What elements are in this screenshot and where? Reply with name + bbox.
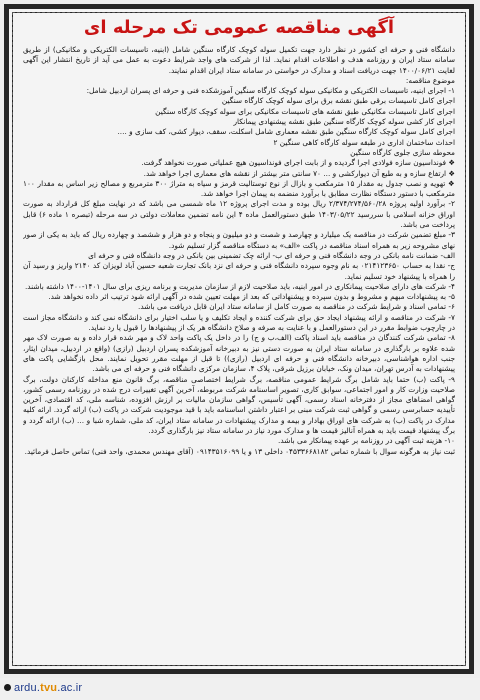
notice-paragraph: موضوع مناقصه:	[405, 75, 455, 85]
notice-paragraph: ۳- مبلغ تضمین شرکت در مناقصه یک میلیارد و چهارصد و شصت و دو میلیون و پنجاه و دو هزار و ششصد و چهارده ریال که باید به یکی از صور نهای مشروحه زیر به همراه اسناد مناقصه در پاکت «الف» به دستگاه مناقصه گزار تسلیم شود.	[23, 230, 455, 250]
notice-paragraph: احداث ساختمان اداری در طبقه سوله کارگاه کاهی سنگین ۲	[273, 137, 455, 147]
notice-paragraph: ۹- پاکت (ب) حتما باید شامل برگ شرایط عمومی مناقصه، برگ شرایط اختصاصی مناقصه، برگ قانون منع مداخله کارکنان دولت، برگ صلاحیت وزارت کار و امور اجتماعی، سوابق کاری، تصویر اساسنامه شرکت مربوطه، آخرین آگهی تغییرات درج شده در روزنامه رسمی کشور، گواهی امضاهای مجاز از دفترخانه اسناد رسمی، آگهی تأسیس، گواهی سازمان مالیات بر ارزش افزوده، شناسه ملی، کد اقتصادی، آخرین تأییدیه حسابرسی رسمی و گواهی ثبت شرکت مبنی بر اعتبار داشتن اساسنامه باید با قید موجودیت شرکت در پاکت (ب) ارائه گردد. ارائه کلیه مدارک در پاکت (ب) به شرکت های اوراق بهادار و بیمه و مدارک پیشنهادات در سامانه ستاد ایران، کد ملی، شماره شبا و ... (ب) ارائه گردد و برگ پیشنهاد قیمت باید به همراه آنالیز قیمت ها و مدارک مورد نیاز در سامانه ستاد نیز بارگذاری گردد.	[23, 374, 455, 435]
notice-paragraph: ج- نقدا به حساب ۰۲۱۴۱۲۳۶۵۰ به نام وجوه سپرده دانشگاه فنی و حرفه ای نزد بانک تجارت شعبه حسین آباد لویزان کد ۲۱۴۰ واریز و رسید آن را همراه با پیشنهاد خود تسلیم نماید.	[23, 261, 455, 281]
notice-frame	[4, 4, 474, 674]
notice-paragraph: ثبت نیاز به هرگونه سوال با شماره تماس ۰۴۵۳۳۶۶۸۱۸۲ داخلی ۱۳ و یا ۰۹۱۴۳۵۱۶۰۹۹ (آقای مهندس محمدی، واحد فنی) تماس حاصل فرمائید.	[24, 446, 455, 456]
notice-paragraph: ۱- اجرای ابنیه، تاسیسات الکتریکی و مکانیکی سوله کوچک کارگاه سنگین آموزشکده فنی و حرفه ای پسران اردبیل شامل:	[86, 86, 455, 96]
notice-title: آگهی مناقصه عمومی تک مرحله ای	[83, 17, 395, 38]
site-logo-icon	[4, 684, 11, 691]
notice-paragraph: ۲- برآورد اولیه پروژه ۲/۳۷۴/۲۷۴/۵۶۰/۲۸ ریال بوده و مدت اجرای پروژه ۱۲ ماه شمسی می باشد که در نهایت مبلغ کل قرارداد به صورت اوراق خزانه اسلامی با سررسید ۱۴۰۳/۰۵/۲۲ طبق دستورالعمل ماده ۴ این نامه تضمین معاملات دولتی در سه مرحله (تبصره ۱ ماده ۶) قابل پرداخت می باشد.	[23, 199, 455, 230]
notice-paragraph: اجرای کامل سوله کوچک کارگاه سنگین طبق نقشه معماری شامل اسکلت، سقف، دیوار کشی، کف سازی و ....	[117, 127, 455, 137]
notice-paragraph: ۸- تمامی شرکت کنندگان در مناقصه باید اسناد پاکت (الف،ب و ج) را در داخل یک پاکت واحد لاک و مهر شده قرار داده و به صورت لاک مهر شده علاوه بر بارگذاری در سامانه ستاد ایران به صورت دستی نیز به دبیرخانه آموزشکده پسران اردبیل (رازی) (واقع در اردبیل، میدان ایثار، جنب اداره هواشناسی، دبیرخانه دانشگاه فنی و حرفه ای اردبیل (رازی)) تا قبل از مهلت مقرر تحویل نمایند. محل بازگشایی پاکت های پیشنهادات به آدرس تهران، میدان ونک، خیابان برزیل شرقی، پلاک ۴، سازمان مرکزی دانشگاه فنی و حرفه ای می باشد.	[23, 333, 455, 374]
notice-paragraph: ❖ تهویه و نصب جدول به مقدار ۱۵ مترمکعب و بازال از نوع توستالیت قرمز و سیاه به متراژ ۳۰۰ مترمربع و مصالح زیر اساس به مقدار ۱۰۰ مترمکعب با دستور دستگاه نظارت مطابق با برآورد منضمه به پیمان اجرا خواهد شد.	[23, 178, 455, 199]
notice-paragraph: ❖ فونداسیون سازه فولادی اجرا گردیده و از بابت اجرای فونداسیون هیچ عملیاتی صورت نخواهد گرفت.	[141, 158, 455, 168]
notice-paragraph: اجرای کامل تاسیسات برقی طبق نقشه برق برای سوله کوچک کارگاه سنگین	[221, 96, 455, 106]
site-footer	[0, 678, 480, 700]
site-url-link[interactable]: ardu.tvu.ac.ir	[14, 682, 83, 694]
notice-paragraph: ۷- شرکت در مناقصه و ارائه پیشنهاد ایجاد حق برای شرکت کننده و ایجاد تکلیف و یا سلب اختیار برای دانشگاه نمی کند و دانشگاه مجاز است در چارچوب ضوابط مقرر در این دستورالعمل و با عنایت به صرفه و صلاح دانشگاه هر یک از پیشنهادها را قبول یا رد نماید.	[23, 312, 455, 333]
notice-paragraph: اجرای کامل تاسیسات مکانیکی طبق نقشه های تاسیسات مکانیکی برای سوله کوچک کارگاه سنگین	[155, 106, 455, 116]
notice-paragraph: ۶- تمامی اسناد و شرایط شرکت در مناقصه به صورت کامل از سامانه ستاد ایران قابل دریافت می باشد.	[138, 302, 455, 312]
notice-body	[23, 45, 455, 659]
notice-paragraph: ۱۰- هزینه ثبت آگهی در روزنامه بر عهده پیمانکار می باشد.	[278, 436, 455, 446]
notice-paragraph: ۵- به پیشنهادات مبهم و مشروط و بدون سپرده و پیشنهاداتی که بعد از مهلت تعیین شده در آگهی ارائه شود ترتیب اثر داده نخواهد شد.	[48, 292, 455, 302]
notice-paragraph: اجرای کار کشی سوله کوچک کارگاه سنگین طبق نقشه پیشنهادی پیمانکار	[233, 117, 455, 127]
notice-paragraph: ❖ ارتفاع سازه و به طبع آن دیوارکشی و ... ۷۰ سانتی متر بیشتر از نقشه های معماری اجرا خواهد شد.	[143, 168, 455, 178]
notice-paragraph: ۴- شرکت های دارای صلاحیت پیمانکاری در امور ابنیه، باید صلاحیت لازم از سازمان مدیریت و برنامه ریزی برای سال ۱۴۰۱-۱۴۰۰ داشته باشند.	[24, 281, 455, 291]
notice-paragraph: محوطه سازی جلوی کارگاه سنگین	[350, 147, 455, 157]
notice-paragraph: الف- ضمانت نامه بانکی در وجه دانشگاه فنی و حرفه ای ب- ارائه چک تضمینی بین بانکی در وجه دانشگاه فنی و حرفه ای	[88, 250, 455, 260]
notice-paragraph: دانشگاه فنی و حرفه ای کشور در نظر دارد جهت تکمیل سوله کوچک کارگاه سنگین شامل (ابنیه، تاسیسات الکتریکی و مکانیکی) از طریق سامانه ستاد ایران و روزنامه هدف و اطلاعات اقدام نماید. لذا از شرکت های واجد شرایط دعوت به عمل می آید از تاریخ انتشار این آگهی لغایت ۱۴۰۰/۰۶/۲۱ جهت دریافت اسناد و مدارک در خواستی در سامانه ستاد ایران اقدام نمایند.	[23, 45, 455, 75]
